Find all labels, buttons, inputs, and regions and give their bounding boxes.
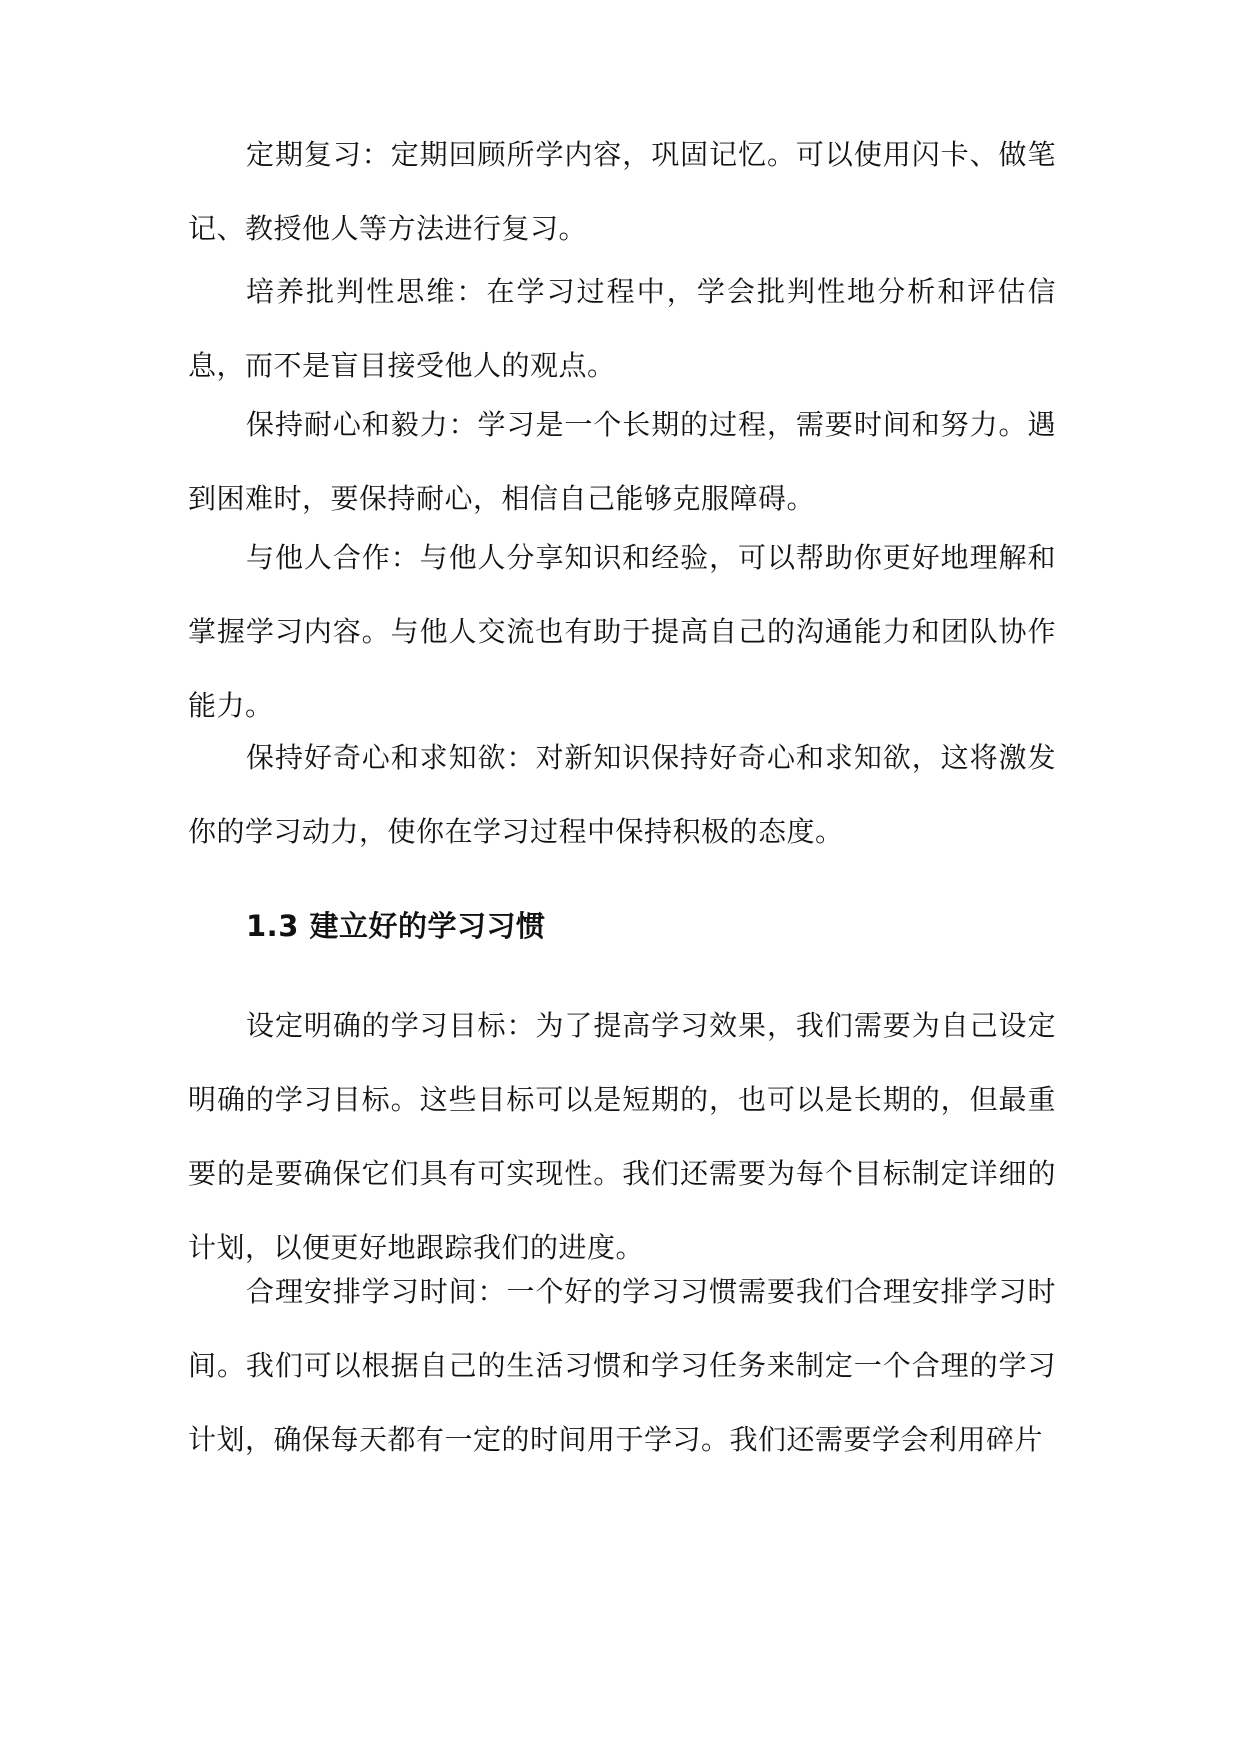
paragraph-critical-thinking: 培养批判性思维：在学习过程中，学会批判性地分析和评估信息，而不是盲目接受他人的观点。 <box>188 275 1056 382</box>
paragraph-collaboration: 与他人合作：与他人分享知识和经验，可以帮助你更好地理解和掌握学习内容。与他人交流也有助于提高自己的沟通能力和团队协作能力。 <box>188 541 1056 722</box>
paragraph-study-time: 合理安排学习时间：一个好的学习习惯需要我们合理安排学习时间。我们可以根据自己的生活习惯和学习任务来制定一个合理的学习计划，确保每天都有一定的时间用于学习。我们还需要学会利用碎片 <box>188 1275 1056 1456</box>
paragraph-regular-review: 定期复习：定期回顾所学内容，巩固记忆。可以使用闪卡、做笔记、教授他人等方法进行复习。 <box>188 138 1056 245</box>
paragraph-curiosity: 保持好奇心和求知欲：对新知识保持好奇心和求知欲，这将激发你的学习动力，使你在学习过程中保持积极的态度。 <box>188 741 1056 848</box>
paragraph-patience-perseverance: 保持耐心和毅力：学习是一个长期的过程，需要时间和努力。遇到困难时，要保持耐心，相信自己能够克服障碍。 <box>188 408 1056 515</box>
section-heading: 1.3 建立好的学习习惯 <box>246 909 546 943</box>
paragraph-learning-goals: 设定明确的学习目标：为了提高学习效果，我们需要为自己设定明确的学习目标。这些目标可以是短期的，也可以是长期的，但最重要的是要确保它们具有可实现性。我们还需要为每个目标制定详细的计划，以便更好地跟踪我们的进度。 <box>188 1009 1056 1264</box>
